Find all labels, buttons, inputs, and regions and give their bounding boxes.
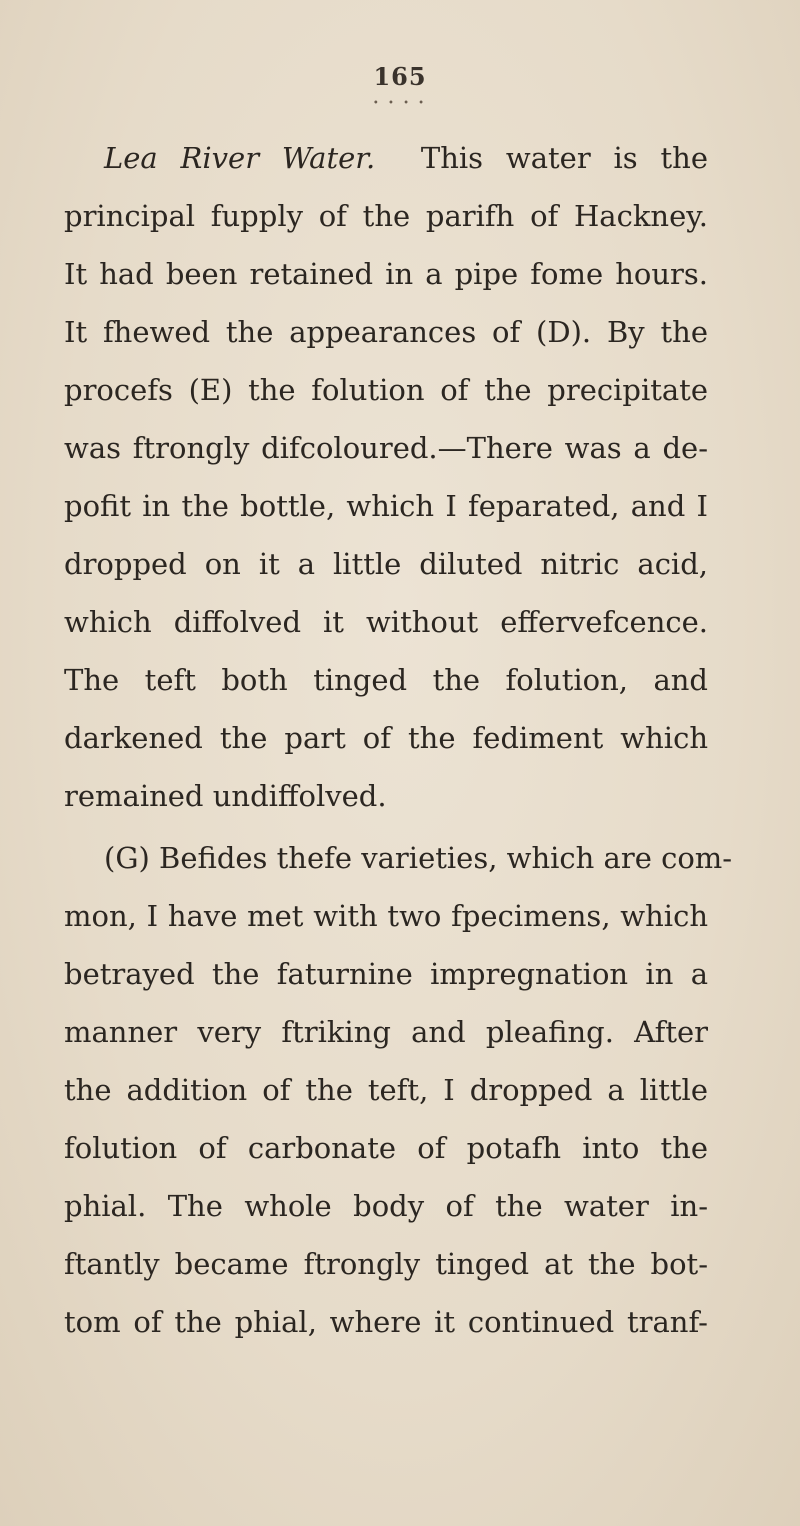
text-line: manner very ftriking and pleafing. After [64,1015,708,1049]
text-line: phial. The whole body of the water in- [64,1189,708,1223]
text-line: tom of the phial, where it continued tranf- [64,1305,708,1339]
text-line: betrayed the faturnine impregnation in a [64,957,708,991]
text-line: darkened the part of the fediment which [64,721,708,755]
paragraph-heading: Lea River Water. [104,141,376,175]
signature-mark: • • • • [372,98,428,109]
page-number: 165 [373,62,427,91]
paragraph-saturnine [64,829,733,1351]
text-line: principal fupply of the parifh of Hackney. [64,199,708,233]
text-line: (G) Befides thefe varieties, which are com- [104,841,733,875]
text-line: the addition of the teft, I dropped a little [64,1073,708,1107]
text-line: remained undiffolved. [64,779,387,813]
text-line: ftantly became ftrongly tinged at the bot- [64,1247,708,1281]
text-line: dropped on it a little diluted nitric acid, [64,547,708,581]
text-line: mon, I have met with two fpecimens, which [64,899,708,933]
text-line: Lea River Water. This water is the [104,141,709,175]
text-line: It had been retained in a pipe fome hours. [64,257,708,291]
text-line: folution of carbonate of potafh into the [64,1131,708,1165]
text-line: It fhewed the appearances of (D). By the [64,315,708,349]
text-line: The teft both tinged the folution, and [64,663,708,697]
text-line: procefs (E) the folution of the precipitate [64,373,708,407]
text-line: which diffolved it without effervefcence. [64,605,708,639]
text-line: pofit in the bottle, which I feparated, and I [64,489,708,523]
paragraph-lea-river [64,129,708,825]
text-line: was ftrongly difcoloured.—There was a de- [64,431,708,465]
